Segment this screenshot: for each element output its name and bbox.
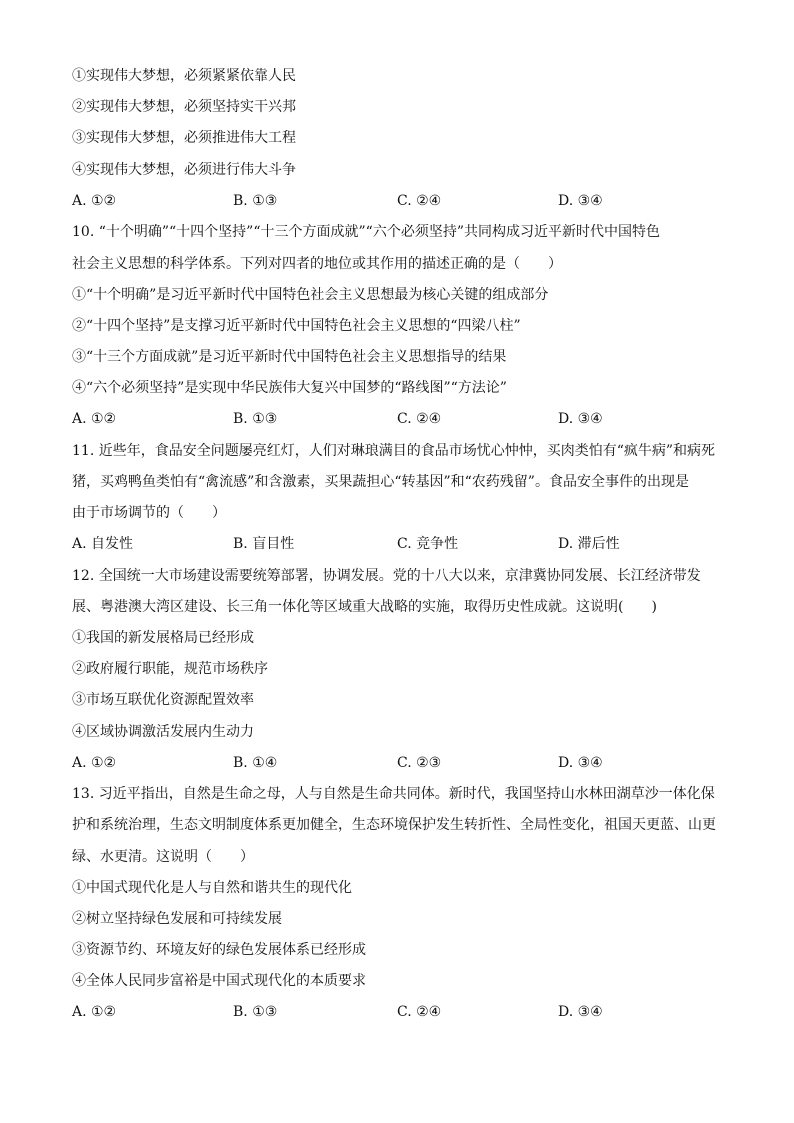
q10-stem-line-2: 社会主义思想的科学体系。下列对四者的地位或其作用的描述正确的是（ ）	[72, 256, 562, 272]
q13-stem-line-1: 13. 习近平指出，自然是生命之母，人与自然是生命共同体。新时代，我国坚持山水林田湖草沙一体化保	[72, 786, 715, 802]
q13-options	[72, 1002, 732, 1022]
q10-statement-3: ③“十三个方面成就”是习近平新时代中国特色社会主义思想指导的结果	[72, 349, 507, 365]
q11-option-a: A. 自发性	[72, 536, 134, 552]
q12-statement-4: ④区域协调激活发展内生动力	[72, 724, 254, 740]
q13-option-a: A. ①②	[72, 1004, 117, 1020]
q9-options	[72, 191, 732, 211]
q10-statement-2: ②“十四个坚持”是支撑习近平新时代中国特色社会主义思想的“四梁八柱”	[72, 318, 521, 334]
q9-option-a: A. ①②	[72, 193, 117, 209]
q12-stem-line-2: 展、粤港澳大湾区建设、长三角一体化等区域重大战略的实施，取得历史性成就。这说明( )	[72, 599, 657, 615]
q10-stem-line-1: 10. “十个明确”“十四个坚持”“十三个方面成就”“六个必须坚持”共同构成习近平新时代中国特色	[72, 224, 660, 240]
q9-statement-3: ③实现伟大梦想，必须推进伟大工程	[72, 130, 296, 146]
q13-stem-line-3: 绿、水更清。这说明（ ）	[72, 849, 254, 865]
q12-stem-line-1: 12. 全国统一大市场建设需要统筹部署，协调发展。党的十八大以来，京津冀协同发展、长江经济带发	[72, 568, 701, 584]
q9-option-c: C. ②④	[397, 193, 442, 209]
q12-statement-2: ②政府履行职能，规范市场秩序	[72, 661, 268, 677]
q9-option-d: D. ③④	[558, 193, 603, 209]
q13-statement-3: ③资源节约、环境友好的绿色发展体系已经形成	[72, 942, 366, 958]
q9-statement-2: ②实现伟大梦想，必须坚持实干兴邦	[72, 99, 296, 115]
q11-option-b: B. 盲目性	[233, 536, 295, 552]
q11-option-c: C. 竞争性	[397, 536, 459, 552]
q13-statement-1: ①中国式现代化是人与自然和谐共生的现代化	[72, 880, 352, 896]
q12-option-d: D. ③④	[558, 755, 603, 771]
q12-option-c: C. ②③	[397, 755, 442, 771]
q11-stem-line-2: 猪，买鸡鸭鱼类怕有“禽流感”和含激素，买果蔬担心“转基因”和“农药残留”。食品安全事件的出现是	[72, 474, 689, 490]
q13-option-d: D. ③④	[558, 1004, 603, 1020]
q10-option-a: A. ①②	[72, 411, 117, 427]
q12-options	[72, 753, 732, 773]
q11-stem-line-1: 11. 近些年，食品安全问题屡亮红灯，人们对琳琅满目的食品市场忧心忡忡，买肉类怕有“疯牛病”和病死	[72, 443, 716, 459]
q10-option-d: D. ③④	[558, 411, 603, 427]
q10-options	[72, 409, 732, 429]
q13-stem-line-2: 护和系统治理，生态文明制度体系更加健全，生态环境保护发生转折性、全局性变化，祖国天更蓝、山更	[72, 817, 716, 833]
q12-statement-3: ③市场互联优化资源配置效率	[72, 692, 254, 708]
q9-statement-1: ①实现伟大梦想，必须紧紧依靠人民	[72, 68, 296, 84]
q13-option-c: C. ②④	[397, 1004, 442, 1020]
q13-option-b: B. ①③	[233, 1004, 278, 1020]
q11-stem-line-3: 由于市场调节的（ ）	[72, 505, 226, 521]
q10-option-b: B. ①③	[233, 411, 278, 427]
q10-option-c: C. ②④	[397, 411, 442, 427]
q11-option-d: D. 滞后性	[558, 536, 620, 552]
q13-statement-4: ④全体人民同步富裕是中国式现代化的本质要求	[72, 973, 366, 989]
q12-statement-1: ①我国的新发展格局已经形成	[72, 630, 254, 646]
q9-statement-4: ④实现伟大梦想，必须进行伟大斗争	[72, 162, 296, 178]
q9-option-b: B. ①③	[233, 193, 278, 209]
q10-statement-4: ④“六个必须坚持”是实现中华民族伟大复兴中国梦的“路线图”“方法论”	[72, 380, 507, 396]
q12-option-b: B. ①④	[233, 755, 278, 771]
q11-options	[72, 534, 732, 554]
q12-option-a: A. ①②	[72, 755, 117, 771]
q10-statement-1: ①“十个明确”是习近平新时代中国特色社会主义思想最为核心关键的组成部分	[72, 287, 549, 303]
q13-statement-2: ②树立坚持绿色发展和可持续发展	[72, 911, 282, 927]
